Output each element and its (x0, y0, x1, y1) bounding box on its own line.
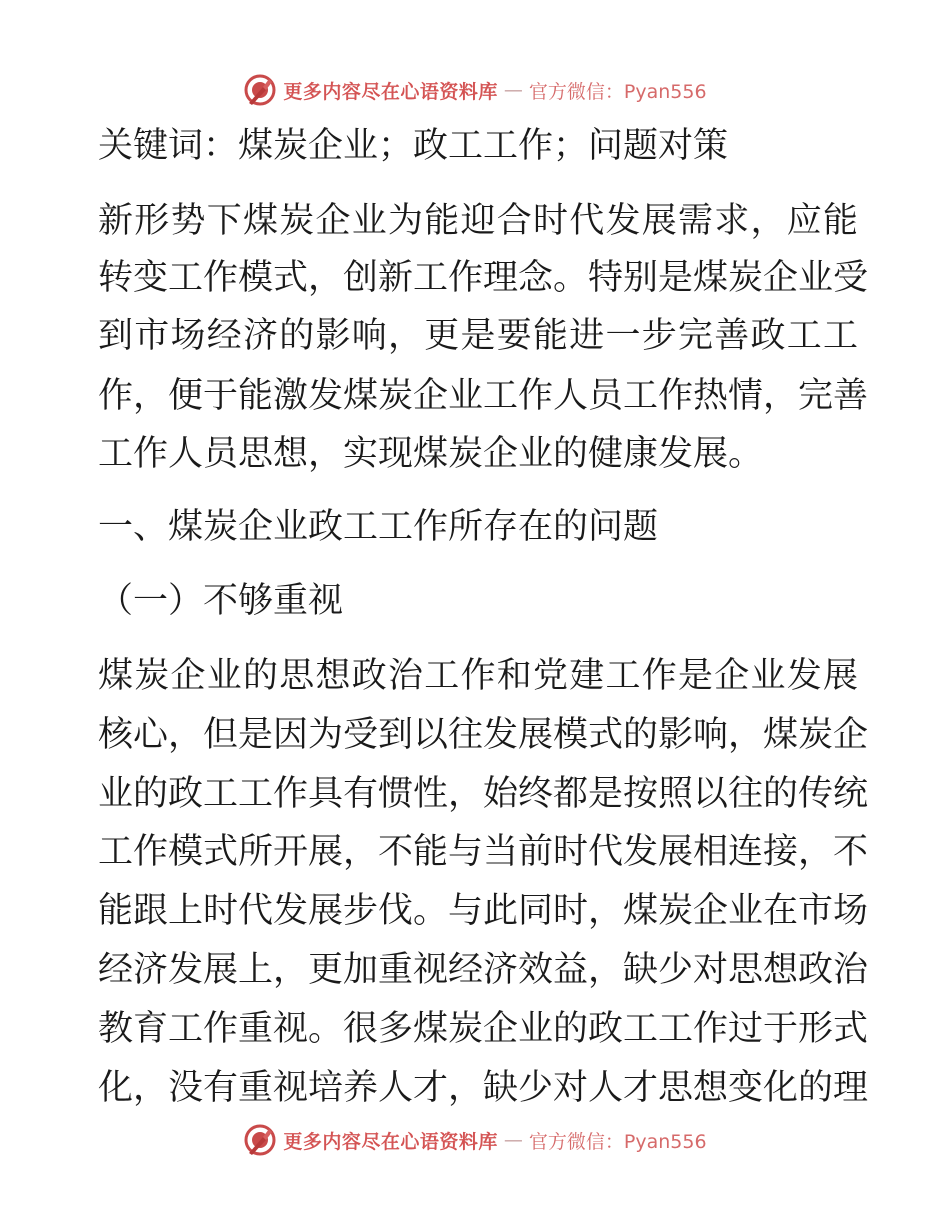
footer-watermark (0, 1120, 950, 1160)
pen-logo-icon (243, 73, 277, 107)
intro-line: 转变工作模式，创新工作理念。特别是煤炭企业受 (98, 258, 869, 298)
body-line: 化，没有重视培养人才，缺少对人才思想变化的理 (98, 1068, 869, 1108)
body-line: 教育工作重视。很多煤炭企业的政工工作过于形式 (98, 1009, 869, 1049)
watermark-separator: — (503, 79, 523, 101)
body-line: 核心，但是因为受到以往发展模式的影响，煤炭企 (98, 715, 869, 755)
watermark-text: 更多内容尽在心语资料库 (283, 1130, 498, 1153)
intro-line: 工作人员思想，实现煤炭企业的健康发展。 (98, 434, 764, 474)
header-watermark (0, 70, 950, 110)
intro-line: 到市场经济的影响，更是要能进一步完善政工工 (98, 316, 858, 356)
keywords-line: 关键词：煤炭企业；政工工作；问题对策 (98, 126, 729, 166)
watermark-contact: 官方微信：Pyan556 (528, 1130, 707, 1153)
watermark-separator: — (503, 1129, 523, 1151)
intro-line: 作，便于能激发煤炭企业工作人员工作热情，完善 (98, 376, 869, 416)
watermark-contact: 官方微信：Pyan556 (528, 80, 707, 103)
body-line: 经济发展上，更加重视经济效益，缺少对思想政治 (98, 950, 869, 990)
subsection-heading: （一）不够重视 (98, 581, 344, 621)
body-line: 业的政工工作具有惯性，始终都是按照以往的传统 (98, 774, 869, 814)
intro-line: 新形势下煤炭企业为能迎合时代发展需求，应能 (98, 201, 858, 241)
body-line: 能跟上时代发展步伐。与此同时，煤炭企业在市场 (98, 891, 869, 931)
body-line: 工作模式所开展，不能与当前时代发展相连接，不 (98, 832, 869, 872)
watermark-text: 更多内容尽在心语资料库 (283, 80, 498, 103)
pen-logo-icon (243, 1123, 277, 1157)
body-line: 煤炭企业的思想政治工作和党建工作是企业发展 (98, 656, 858, 696)
section-heading: 一、煤炭企业政工工作所存在的问题 (98, 507, 659, 547)
